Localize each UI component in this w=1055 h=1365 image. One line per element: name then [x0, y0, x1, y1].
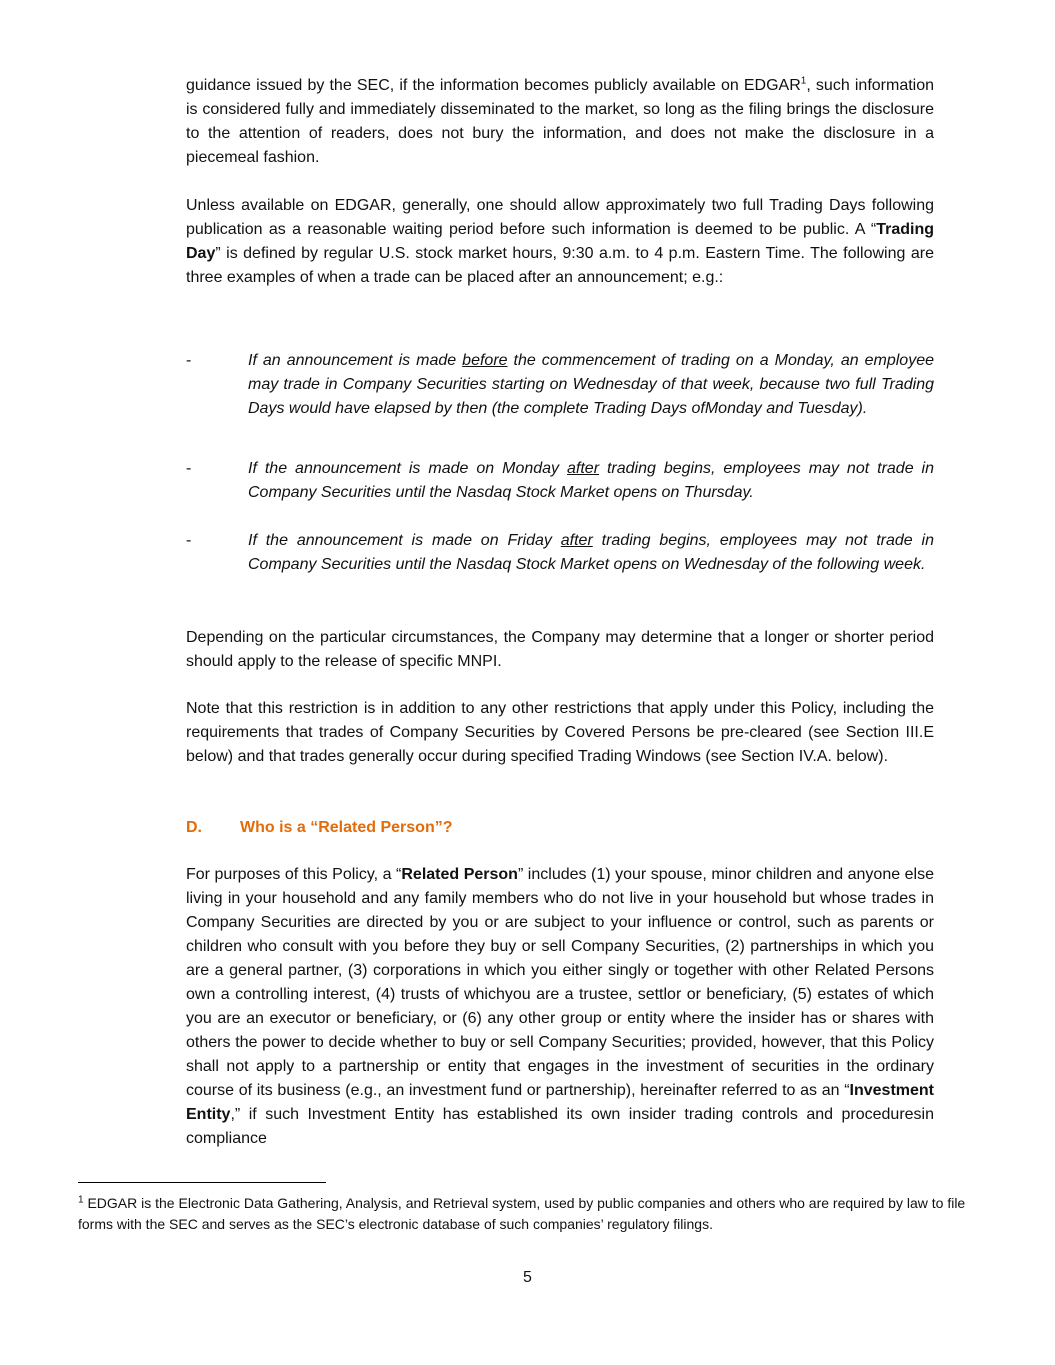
bullet-text-post: trading begins, employees may not trade in Company Securities until the Nasdaq Stock Market opens on Thursday.: [248, 460, 935, 501]
section-number: D.: [186, 819, 202, 836]
term-related-person: Related Person: [401, 866, 518, 883]
bullet-text-post: the commencement of trading on a Monday, an employee may trade in Company Securities starting on Wednesday of that week, because two full Trading Days would have elapsed by then (the complete Trading Days ofMonday and Tuesday).: [248, 352, 934, 417]
p5-text-c: ,” if such Investment Entity has established its own insider trading controls and proceduresin compliance: [186, 1106, 934, 1147]
paragraph-depending: Depending on the particular circumstances, the Company may determine that a longer or shorter period should apply to the release of specific MNPI.: [186, 629, 934, 670]
term-trading-day: Trading Day: [186, 221, 934, 262]
bullet-text: [248, 529, 934, 577]
page-number: 5: [523, 1269, 532, 1286]
bullet-underlined-word: before: [462, 352, 508, 369]
p2-text-b: ” is defined by regular U.S. stock market hours, 9:30 a.m. to 4 p.m. Eastern Time. The following are three examples of when a trade can be placed after an announcement; e.g.:: [186, 245, 934, 286]
bullet-text: [248, 349, 934, 421]
bullet-dash: -: [186, 460, 192, 477]
bullet-dash: -: [186, 352, 192, 369]
footnote: [78, 1193, 983, 1235]
footnote-reference[interactable]: 1: [800, 75, 807, 87]
footnote-text: EDGAR is the Electronic Data Gathering, Analysis, and Retrieval system, used by public companies and others who are required by law to file forms with the SEC and serves as the SEC’s electronic database of such companies’ regulatory filings.: [78, 1195, 966, 1232]
bullet-dash: -: [186, 532, 192, 549]
p5-text-b: ” includes (1) your spouse, minor children and anyone else living in your household and any family members who do not live in your household but whose trades in Company Securities are directed by you or are subject to your influence or control, such as parents or children who consult with you before they buy or sell Company Securities, (2) partnerships in which you are a general partner, (3) corporations in which you either singly or together with other Related Persons own a controlling interest, (4) trusts of whichyou are a trustee, settlor or beneficiary, (5) estates of which you are an executor or beneficiary, or (6) any other group or entity where the insider has or shares with others the power to decide whether to buy or sell Company Securities; provided, however, that this Policy shall not apply to a partnership or entity that engages in the investment of securities in the ordinary course of its business (e.g., an investment fund or partnership), hereinafter referred to as an “: [186, 866, 935, 1099]
bullet-text-pre: If the announcement is made on Monday: [248, 460, 567, 477]
term-investment-entity: Investment Entity: [186, 1082, 934, 1123]
bullet-text-pre: If an announcement is made: [248, 352, 463, 369]
p1-text-b: , such information is considered fully and immediately disseminated to the market, so long as the filing brings the disclosure to the attention of readers, does not bury the information, and does not make the disclosure in a piecemeal fashion.: [186, 77, 935, 166]
bullet-underlined-word: after: [560, 532, 593, 549]
bullet-text-pre: If the announcement is made on Friday: [248, 532, 561, 549]
paragraph-edgar-guidance: [186, 74, 934, 170]
bullet-underlined-word: after: [567, 460, 600, 477]
section-title: Who is a “Related Person”?: [240, 819, 453, 836]
paragraph-trading-days: [186, 194, 934, 290]
paragraph-related-person-definition: [186, 863, 934, 1151]
paragraph-note-restriction: Note that this restriction is in addition to any other restrictions that apply under this Policy, including the requirements that trades of Company Securities by Covered Persons be pre-cleared (see Section III.E below) and that trades generally occur during specified Trading Windows (see Section IV.A. below).: [186, 700, 934, 765]
footnote-separator: [78, 1182, 326, 1183]
bullet-text: [248, 457, 934, 505]
p1-text-a: guidance issued by the SEC, if the information becomes publicly available on EDGAR: [186, 77, 801, 94]
p5-text-a: For purposes of this Policy, a “: [186, 866, 402, 883]
footnote-marker: 1: [78, 1194, 84, 1206]
p2-text-a: Unless available on EDGAR, generally, one should allow approximately two full Trading Days following publication as a reasonable waiting period before such information is deemed to be public. A “: [186, 197, 934, 238]
section-heading-related-person: [186, 816, 452, 840]
bullet-text-post: trading begins, employees may not trade in Company Securities until the Nasdaq Stock Market opens on Wednesday of the following week.: [248, 532, 935, 573]
